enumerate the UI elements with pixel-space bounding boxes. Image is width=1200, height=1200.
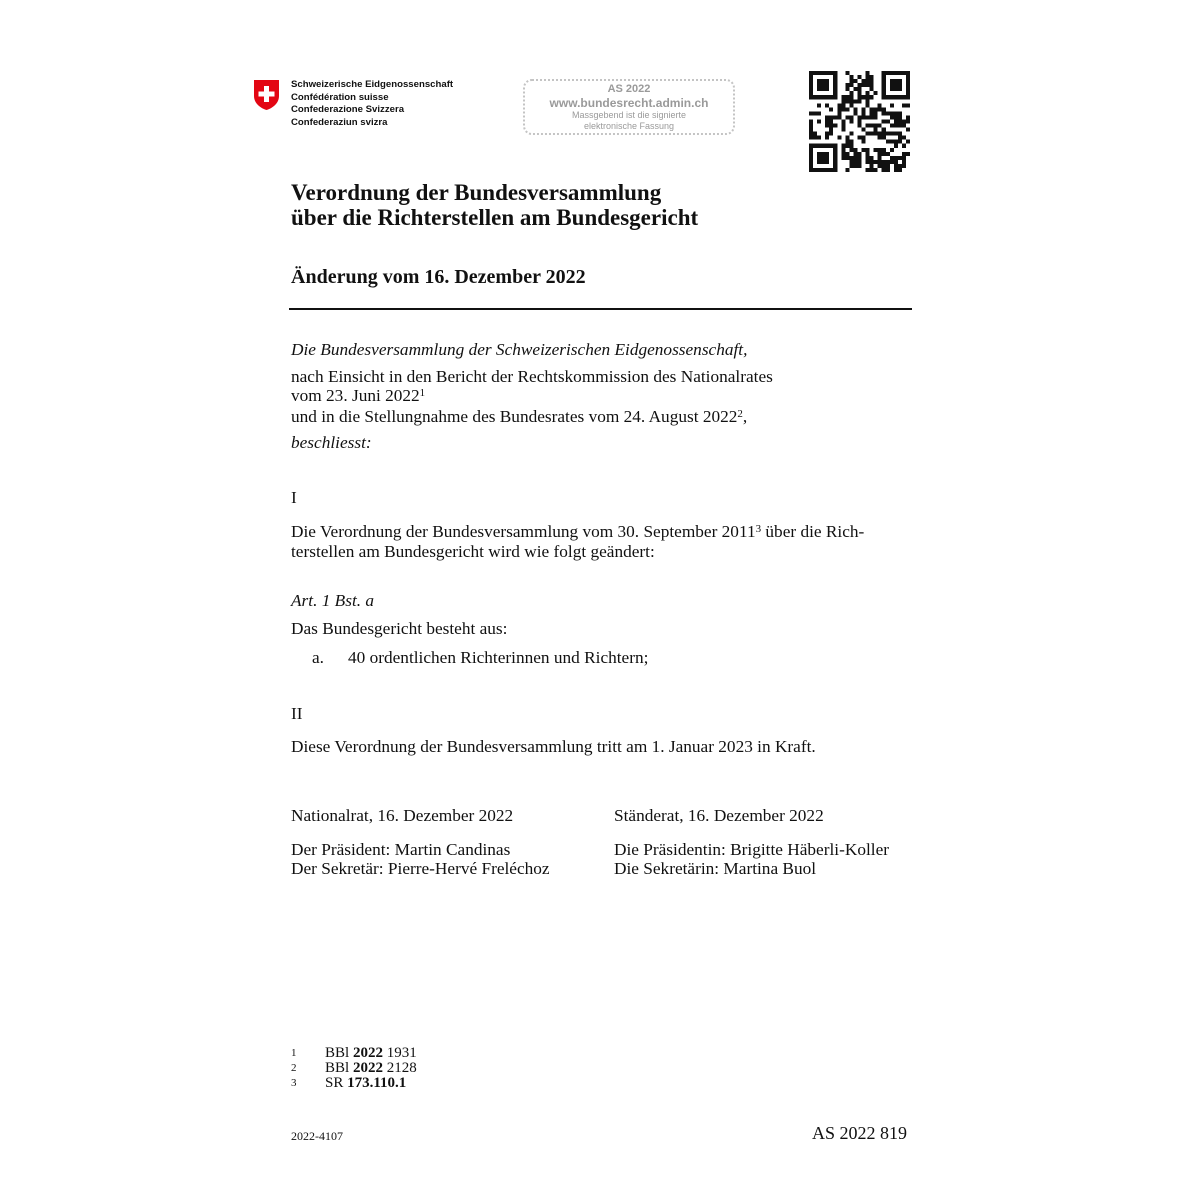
- signature-right-president: Die Präsidentin: Brigitte Häberli-Koller: [614, 840, 889, 859]
- swiss-cross-icon: [253, 79, 280, 111]
- preamble-line-2: vom 23. Juni 2022$^1$: [291, 386, 426, 405]
- signature-left-secretary: Der Sekretär: Pierre-Hervé Freléchoz: [291, 859, 550, 878]
- document-number: 2022-4107: [291, 1129, 343, 1143]
- article-intro: Das Bundesgericht besteht aus:: [291, 619, 508, 638]
- signature-left-president: Der Präsident: Martin Candinas: [291, 840, 511, 859]
- footnote-item: [291, 1061, 417, 1076]
- gov-name-it: Confederazione Svizzera: [291, 104, 405, 116]
- footnote-text: BBl 2022 2128: [325, 1060, 417, 1076]
- footnote-ref-1[interactable]: 1: [419, 387, 426, 399]
- footnote-item: [291, 1046, 417, 1061]
- title-line-2: über die Richterstellen am Bundesgericht: [291, 205, 699, 230]
- page-reference: AS 2022 819: [812, 1123, 908, 1143]
- footnote-ref-2[interactable]: 2: [737, 408, 743, 420]
- article-reference: Art. 1 Bst. a: [291, 591, 375, 610]
- gov-name-fr: Confédération suisse: [291, 91, 389, 103]
- footnote-text: BBl 2022 1931: [325, 1045, 417, 1061]
- preamble-line-1: nach Einsicht in den Bericht der Rechtskommission des Nationalrates: [291, 367, 773, 386]
- footnote-number: 1: [291, 1047, 297, 1059]
- section-1-para-line-2: terstellen am Bundesgericht wird wie folgt geändert:: [291, 542, 655, 561]
- footnote-number: 3: [291, 1077, 297, 1089]
- stamp-note-1: Massgebend ist die signierte: [571, 110, 687, 120]
- preamble-line-3: und in die Stellungnahme des Bundesrates vom 24. August 2022$^2$,: [291, 407, 748, 426]
- signature-right-secretary: Die Sekretärin: Martina Buol: [614, 859, 817, 878]
- title-divider: [289, 308, 912, 310]
- footnote-number: 2: [291, 1062, 297, 1074]
- signature-right-date: Ständerat, 16. Dezember 2022: [614, 806, 824, 825]
- section-1-para-line-1: Die Verordnung der Bundesversammlung vom 30. September 2011$^3$ über die Rich-: [291, 522, 865, 541]
- footnote-text: SR 173.110.1: [325, 1075, 407, 1091]
- footnote-ref-3[interactable]: 3: [755, 523, 762, 535]
- footnotes: [291, 1046, 417, 1091]
- document-title: [291, 180, 698, 230]
- section-2-heading: II: [291, 704, 303, 723]
- footnote-item: [291, 1076, 417, 1091]
- list-item-text: 40 ordentlichen Richterinnen und Richtern;: [348, 648, 649, 667]
- signature-left-date: Nationalrat, 16. Dezember 2022: [291, 806, 514, 825]
- preamble-resolves: beschliesst:: [291, 433, 372, 452]
- amendment-date: Änderung vom 16. Dezember 2022: [291, 266, 586, 288]
- section-2-text: Diese Verordnung der Bundesversammlung tritt am 1. Januar 2023 in Kraft.: [291, 737, 816, 756]
- qr-code-icon[interactable]: [809, 71, 910, 172]
- publication-stamp: [523, 79, 735, 135]
- gov-name-rm: Confederaziun svizra: [291, 116, 388, 128]
- stamp-note-2: elektronische Fassung: [583, 121, 675, 131]
- list-item-letter: a.: [312, 648, 324, 667]
- gov-name-de: Schweizerische Eidgenossenschaft: [291, 79, 454, 90]
- stamp-collection: AS 2022: [607, 83, 651, 95]
- stamp-url[interactable]: www.bundesrecht.admin.ch: [549, 96, 709, 110]
- title-line-1: Verordnung der Bundesversammlung: [291, 180, 662, 205]
- government-names: [291, 79, 453, 129]
- preamble-authority: Die Bundesversammlung der Schweizerischen Eidgenossenschaft,: [291, 340, 748, 359]
- section-1-heading: I: [291, 488, 297, 507]
